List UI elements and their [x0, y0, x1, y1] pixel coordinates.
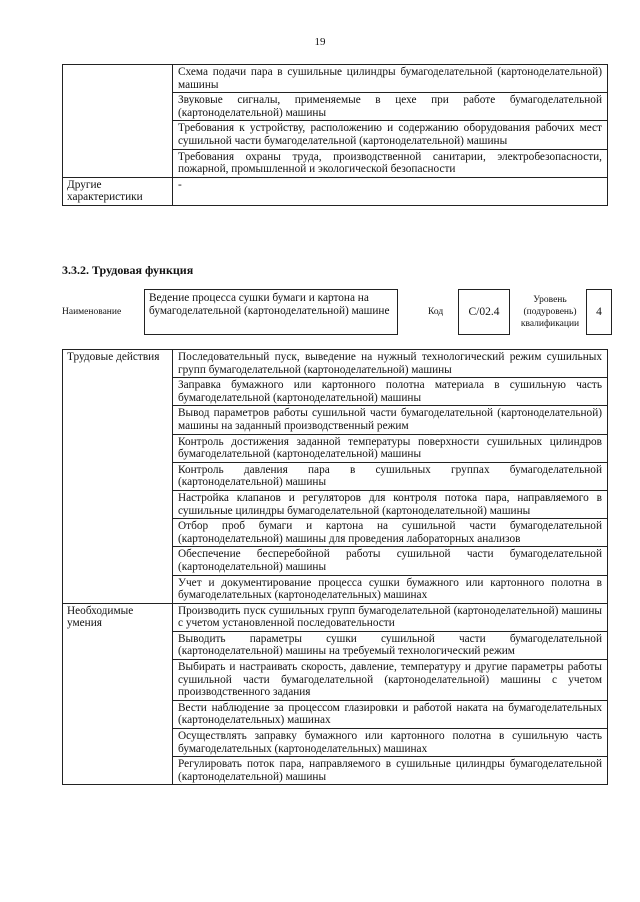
section-heading: 3.3.2. Трудовая функция — [62, 263, 194, 277]
labor-action-item: Отбор проб бумаги и картона на сушильной части бумагоделательной (картоноделательной) машины для проведения лабораторных анализов — [173, 519, 608, 547]
labor-action-item: Учет и документирование процесса сушки бумажного или картонного полотна в бумагоделательных (картоноделательных) машинах — [173, 575, 608, 603]
skill-item: Регулировать поток пара, направляемого в сушильные цилиндры бумагоделательной (картоноделательной) машины — [173, 757, 608, 785]
name-value: Ведение процесса сушки бумаги и картона на бумагоделательной (картоноделательной) машине — [144, 289, 398, 335]
table-row — [63, 65, 608, 93]
table-row — [63, 603, 608, 631]
knowledge-item: Требования охраны труда, производственной санитарии, электробезопасности, пожарной, промышленной и экологической безопасности — [173, 149, 608, 177]
skills-label: Необходимые умения — [63, 603, 173, 785]
level-label: Уровень (подуровень) квалификации — [520, 295, 580, 329]
code-value: С/02.4 — [458, 289, 510, 335]
level-value: 4 — [586, 289, 612, 335]
labor-function-table — [62, 349, 608, 785]
skill-item: Осуществлять заправку бумажного или картонного полотна в сушильную часть бумагоделательных (картоноделательных) машинах — [173, 729, 608, 757]
function-header — [62, 286, 612, 344]
labor-action-item: Последовательный пуск, выведение на нужный технологический режим сушильных групп бумагоделательной (картоноделательной) машины — [173, 350, 608, 378]
row-label-empty — [63, 65, 173, 178]
labor-action-item: Настройка клапанов и регуляторов для контроля потока пара, направляемого в сушильные цилиндры бумагоделательной (картоноделательной) машины — [173, 490, 608, 518]
skill-item: Вести наблюдение за процессом глазировки и работой наката на бумагоделательных (картоноделательных) машинах — [173, 700, 608, 728]
other-characteristics-value: - — [173, 177, 608, 205]
labor-actions-label: Трудовые действия — [63, 350, 173, 604]
skill-item: Производить пуск сушильных групп бумагоделательной (картоноделательной) машины с учетом установленной последовательности — [173, 603, 608, 631]
skill-item: Выводить параметры сушки сушильной части бумагоделательной (картоноделательной) машины на требуемый технологический режим — [173, 631, 608, 659]
table-row — [63, 177, 608, 205]
knowledge-table-continuation — [62, 64, 608, 206]
labor-action-item: Контроль давления пара в сушильных группах бумагоделательной (картоноделательной) машины — [173, 462, 608, 490]
labor-action-item: Обеспечение бесперебойной работы сушильной части бумагоделательной (картоноделательной) машины — [173, 547, 608, 575]
labor-action-item: Вывод параметров работы сушильной части бумагоделательной (картоноделательной) машины на заданный производственный режим — [173, 406, 608, 434]
page-number: 19 — [314, 36, 326, 48]
labor-action-item: Заправка бумажного или картонного полотна материала в сушильную часть бумагоделательной (картоноделательной) машины — [173, 378, 608, 406]
labor-action-item: Контроль достижения заданной температуры поверхности сушильных цилиндров бумагоделательной (картоноделательной) машины — [173, 434, 608, 462]
knowledge-item: Схема подачи пара в сушильные цилиндры бумагоделательной (картоноделательной) машины — [173, 65, 608, 93]
other-characteristics-label: Другие характеристики — [63, 177, 173, 205]
knowledge-item: Требования к устройству, расположению и содержанию оборудования рабочих мест сушильной части бумагоделательной (картоноделательной) машины — [173, 121, 608, 149]
skill-item: Выбирать и настраивать скорость, давление, температуру и другие параметры работы сушильной части бумагоделательной (картоноделательной) машины с учетом производственного задания — [173, 660, 608, 701]
name-label: Наименование — [62, 307, 122, 317]
knowledge-item: Звуковые сигналы, применяемые в цехе при работе бумагоделательной (картоноделательной) машины — [173, 93, 608, 121]
table-row — [63, 350, 608, 378]
code-label: Код — [428, 307, 444, 317]
